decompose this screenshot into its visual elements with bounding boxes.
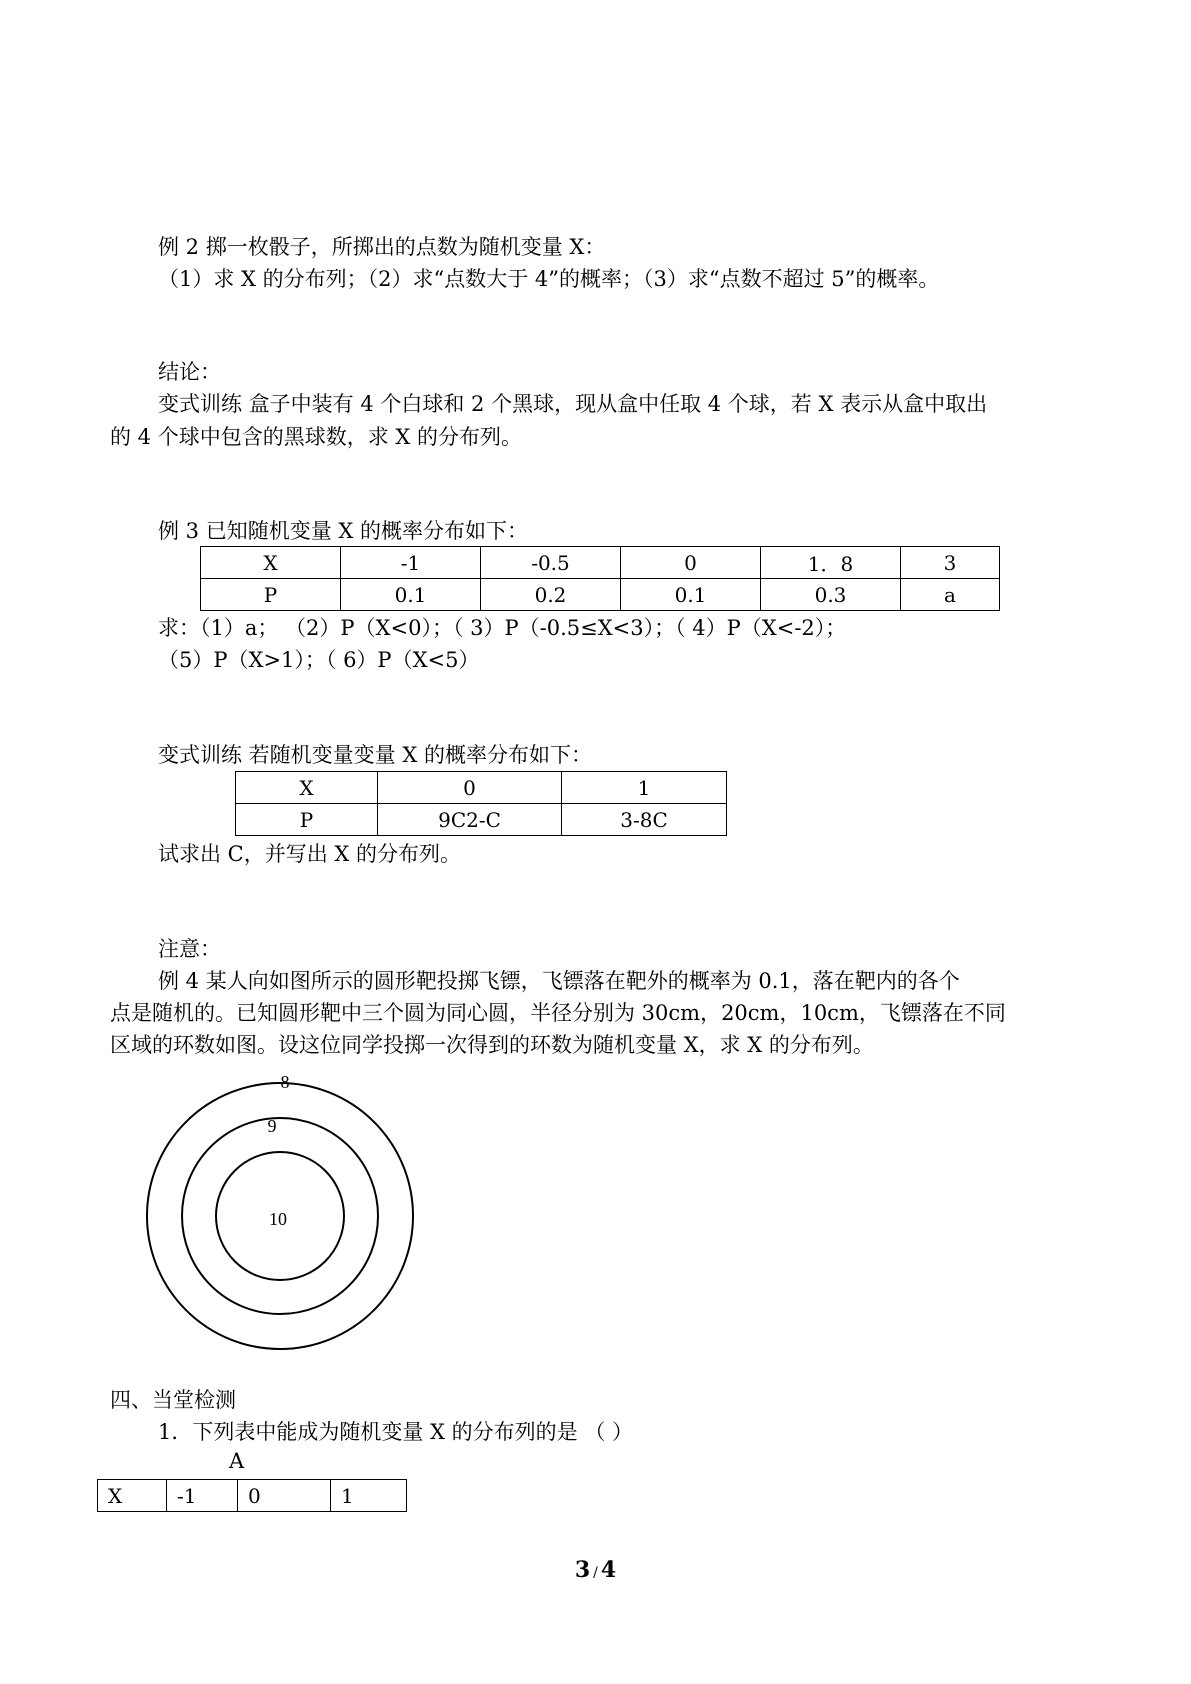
option-a-label: A	[229, 1449, 245, 1473]
ring-label-9: 9	[267, 1116, 277, 1136]
table-cell: 0.3	[761, 579, 901, 611]
variant1-line1: 变式训练 盒子中装有 4 个白球和 2 个黑球，现从盒中任取 4 个球，若 X 表示从盒中取出	[158, 392, 988, 416]
table-cell: 1．8	[761, 547, 901, 579]
table-cell: 0	[238, 1480, 331, 1512]
variant2-distribution-table	[235, 771, 727, 836]
conclusion-label: 结论：	[158, 360, 221, 384]
table-cell: 0	[378, 772, 562, 804]
target-diagram	[135, 1065, 435, 1365]
page-separator: /	[593, 1565, 598, 1581]
table-cell: -1	[167, 1480, 238, 1512]
example4-line2: 点是随机的。已知圆形靶中三个圆为同心圆，半径分别为 30cm，20cm，10cm，飞镖落在不同	[110, 1001, 1006, 1025]
table-cell: -0.5	[481, 547, 621, 579]
table-row	[236, 804, 727, 836]
table-row	[201, 547, 1000, 579]
variant1-line2: 的 4 个球中包含的黑球数，求 X 的分布列。	[110, 425, 523, 449]
section4-heading: 四、当堂检测	[110, 1388, 236, 1412]
note-label: 注意：	[158, 937, 221, 961]
table-cell: X	[98, 1480, 167, 1512]
table-cell: 9C2-C	[378, 804, 562, 836]
example4-line1: 例 4 某人向如图所示的圆形靶投掷飞镖，飞镖落在靶外的概率为 0.1，落在靶内的各个	[158, 969, 960, 993]
table-row	[236, 772, 727, 804]
table-cell: 3	[901, 547, 1000, 579]
table-cell: 0.1	[621, 579, 761, 611]
table-cell: 1	[562, 772, 727, 804]
option-a-table	[97, 1479, 407, 1512]
example2-line2: （1）求 X 的分布列；（2）求“点数大于 4”的概率；（3）求“点数不超过 5”的概率。	[158, 267, 940, 291]
example2-line1: 例 2 掷一枚骰子，所掷出的点数为随机变量 X：	[158, 235, 606, 259]
table-cell: 1	[331, 1480, 407, 1512]
table-cell: P	[236, 804, 378, 836]
table-row	[201, 579, 1000, 611]
table-cell: X	[236, 772, 378, 804]
page-current: 3	[574, 1557, 591, 1583]
example3-questions-line1: 求：（1）a； （2）P（X<0）；（ 3）P（-0.5≤X<3）；（ 4）P（X<-2）；	[158, 616, 847, 640]
example3-distribution-table	[200, 546, 1000, 611]
page-number	[0, 1557, 1191, 1583]
page-total: 4	[600, 1557, 617, 1583]
example3-intro: 例 3 已知随机变量 X 的概率分布如下：	[158, 519, 529, 543]
table-cell: a	[901, 579, 1000, 611]
table-cell: 0	[621, 547, 761, 579]
ring-label-8: 8	[280, 1072, 290, 1092]
table-cell: X	[201, 547, 341, 579]
table-cell: 0.2	[481, 579, 621, 611]
table-cell: 0.1	[341, 579, 481, 611]
section4-question1: 1．下列表中能成为随机变量 X 的分布列的是 （ ）	[158, 1420, 634, 1444]
ring-label-10: 10	[269, 1209, 287, 1229]
table-row	[98, 1480, 407, 1512]
variant2-outro: 试求出 C，并写出 X 的分布列。	[158, 842, 462, 866]
example3-questions-line2: （5）P（X>1）；（ 6）P（X<5）	[158, 648, 480, 672]
table-cell: 3-8C	[562, 804, 727, 836]
table-cell: P	[201, 579, 341, 611]
example4-line3: 区域的环数如图。设这位同学投掷一次得到的环数为随机变量 X，求 X 的分布列。	[110, 1033, 874, 1057]
table-cell: -1	[341, 547, 481, 579]
variant2-intro: 变式训练 若随机变量变量 X 的概率分布如下：	[158, 743, 592, 767]
